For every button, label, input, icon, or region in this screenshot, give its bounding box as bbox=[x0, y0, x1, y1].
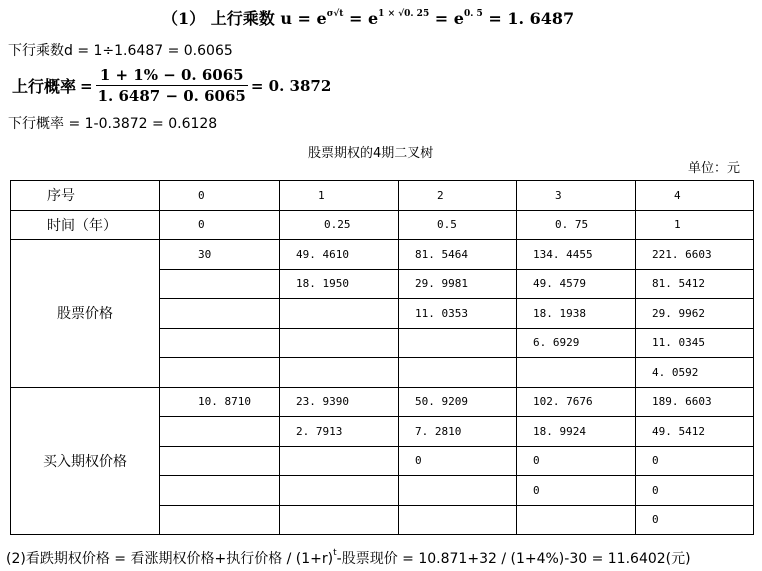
call-price-cell: 0 bbox=[636, 476, 754, 506]
e-base: e bbox=[453, 9, 464, 28]
stock-price-cell: 30 bbox=[160, 240, 280, 270]
period-cell: 2 bbox=[399, 181, 517, 211]
call-price-cell: 10. 8710 bbox=[160, 387, 280, 417]
call-price-cell bbox=[399, 505, 517, 535]
stock-price-cell: 221. 6603 bbox=[636, 240, 754, 270]
stock-price-cell: 11. 0353 bbox=[399, 299, 517, 329]
call-price-cell: 23. 9390 bbox=[280, 387, 399, 417]
call-price-label-cell: 买入期权价格 bbox=[11, 387, 160, 535]
equals-sign: = bbox=[434, 9, 449, 28]
stock-price-cell bbox=[280, 328, 399, 358]
stock-price-label-cell: 股票价格 bbox=[11, 240, 160, 388]
period-cell: 0 bbox=[160, 181, 280, 211]
put-price-formula bbox=[6, 548, 691, 568]
call-price-cell bbox=[517, 505, 636, 535]
time-label-cell: 时间（年） bbox=[11, 210, 160, 240]
unit-label: 单位：元 bbox=[688, 161, 741, 176]
equals-sign: = bbox=[297, 9, 311, 28]
call-price-cell: 2. 7913 bbox=[280, 417, 399, 447]
down-multiplier-line: 下行乘数d = 1÷1.6487 = 0.6065 bbox=[8, 43, 233, 59]
call-price-cell: 102. 7676 bbox=[517, 387, 636, 417]
table-row bbox=[11, 240, 754, 270]
call-price-cell: 49. 5412 bbox=[636, 417, 754, 447]
stock-price-cell: 18. 1950 bbox=[280, 269, 399, 299]
e-base: e bbox=[316, 9, 327, 28]
part-number: （1） bbox=[162, 9, 206, 28]
fraction-denominator: 1. 6487 − 0. 6065 bbox=[97, 87, 246, 105]
stock-price-cell: 4. 0592 bbox=[636, 358, 754, 388]
time-cell: 0. 75 bbox=[517, 210, 636, 240]
exponent: 0. 5 bbox=[463, 8, 483, 19]
table-row bbox=[11, 387, 754, 417]
table-row bbox=[11, 210, 754, 240]
call-price-cell bbox=[160, 417, 280, 447]
u-symbol: u bbox=[280, 9, 292, 28]
time-cell: 1 bbox=[636, 210, 754, 240]
call-price-cell bbox=[280, 476, 399, 506]
stock-price-cell: 134. 4455 bbox=[517, 240, 636, 270]
stock-price-cell bbox=[399, 328, 517, 358]
exponent: t bbox=[333, 548, 337, 559]
stock-price-cell bbox=[280, 299, 399, 329]
period-cell: 1 bbox=[280, 181, 399, 211]
binomial-tree-table bbox=[10, 180, 754, 535]
call-price-cell: 50. 9209 bbox=[399, 387, 517, 417]
put-formula-part-b: -股票现价 = 10.871+32 / (1+4%)-30 = 11.6402(元) bbox=[336, 551, 691, 567]
stock-price-cell bbox=[160, 358, 280, 388]
stock-price-cell bbox=[517, 358, 636, 388]
call-price-cell bbox=[280, 505, 399, 535]
call-price-cell: 0 bbox=[517, 476, 636, 506]
call-price-cell: 0 bbox=[636, 505, 754, 535]
stock-price-cell: 29. 9981 bbox=[399, 269, 517, 299]
stock-price-cell bbox=[280, 358, 399, 388]
fraction-numerator: 1 + 1% − 0. 6065 bbox=[96, 66, 248, 86]
call-price-cell: 0 bbox=[636, 446, 754, 476]
table-row bbox=[11, 181, 754, 211]
stock-price-cell bbox=[160, 269, 280, 299]
up-multiplier-label: 上行乘数 bbox=[210, 9, 275, 28]
call-price-cell bbox=[160, 446, 280, 476]
time-cell: 0 bbox=[160, 210, 280, 240]
time-cell: 0.5 bbox=[399, 210, 517, 240]
call-price-cell bbox=[160, 476, 280, 506]
table-title: 股票期权的4期二叉树 bbox=[308, 146, 434, 161]
stock-price-cell bbox=[399, 358, 517, 388]
stock-price-cell: 6. 6929 bbox=[517, 328, 636, 358]
exponent: σ√t bbox=[326, 8, 344, 19]
stock-price-cell: 81. 5464 bbox=[399, 240, 517, 270]
call-price-cell bbox=[399, 476, 517, 506]
up-probability-value: = 0. 3872 bbox=[250, 76, 332, 95]
stock-price-cell: 49. 4579 bbox=[517, 269, 636, 299]
period-cell: 3 bbox=[517, 181, 636, 211]
call-price-cell: 7. 2810 bbox=[399, 417, 517, 447]
e-base: e bbox=[367, 9, 379, 28]
up-probability-formula bbox=[12, 66, 331, 105]
equals-sign: = bbox=[488, 9, 502, 28]
header-label-cell: 序号 bbox=[11, 181, 160, 211]
equals-sign: = bbox=[349, 9, 363, 28]
up-multiplier-value: 1. 6487 bbox=[507, 9, 575, 28]
call-price-cell: 0 bbox=[399, 446, 517, 476]
call-price-cell bbox=[280, 446, 399, 476]
stock-price-cell: 11. 0345 bbox=[636, 328, 754, 358]
stock-price-cell bbox=[160, 328, 280, 358]
time-cell: 0.25 bbox=[280, 210, 399, 240]
up-multiplier-formula bbox=[162, 6, 574, 29]
call-price-cell bbox=[160, 505, 280, 535]
stock-price-cell: 49. 4610 bbox=[280, 240, 399, 270]
stock-price-cell bbox=[160, 299, 280, 329]
stock-price-cell: 81. 5412 bbox=[636, 269, 754, 299]
call-price-cell: 18. 9924 bbox=[517, 417, 636, 447]
stock-price-cell: 18. 1938 bbox=[517, 299, 636, 329]
up-probability-label: 上行概率 bbox=[12, 77, 77, 96]
call-price-cell: 0 bbox=[517, 446, 636, 476]
probability-fraction bbox=[96, 66, 248, 105]
down-probability-line: 下行概率 = 1-0.3872 = 0.6128 bbox=[8, 116, 218, 132]
put-formula-part-a: (2)看跌期权价格 = 看涨期权价格+执行价格 / (1+r) bbox=[6, 551, 334, 567]
equals-sign: = bbox=[80, 76, 93, 95]
stock-price-cell: 29. 9962 bbox=[636, 299, 754, 329]
exponent: 1 × √0. 25 bbox=[378, 8, 430, 19]
call-price-cell: 189. 6603 bbox=[636, 387, 754, 417]
period-cell: 4 bbox=[636, 181, 754, 211]
